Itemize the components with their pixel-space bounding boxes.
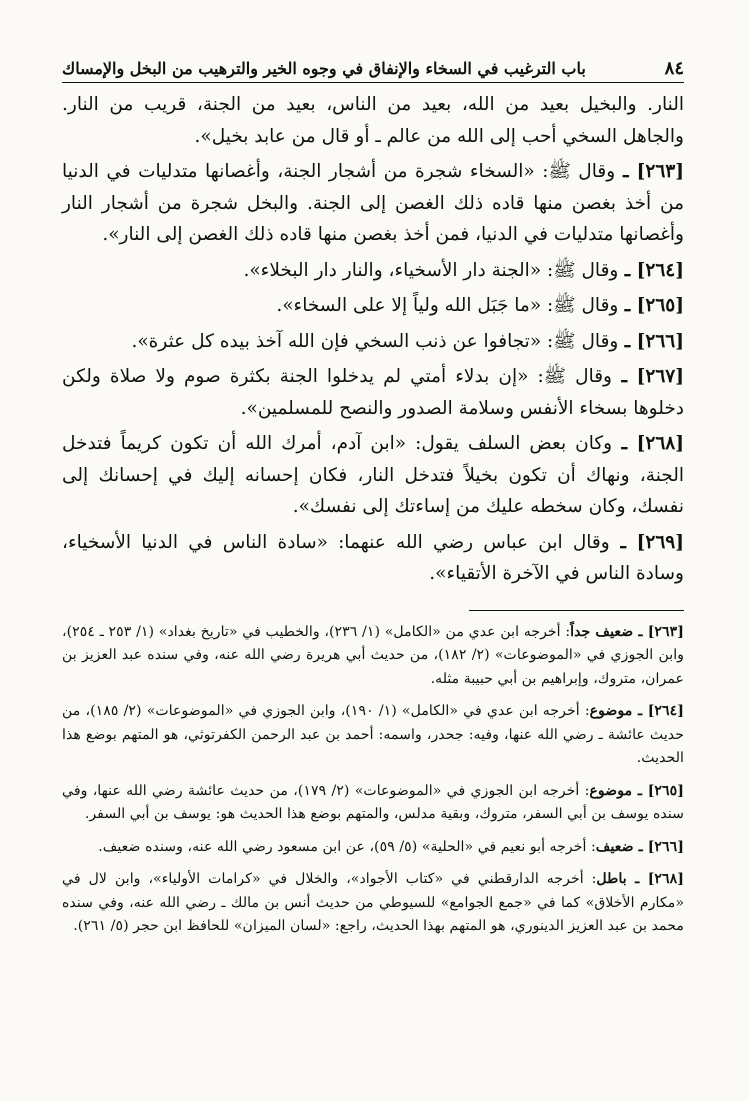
hadith-paragraph: [٢٦٩] ـ وقال ابن عباس رضي الله عنهما: «سادة الناس في الدنيا الأسخياء، وسادة الناس في الآخرة الأتقياء». bbox=[62, 531, 684, 584]
paragraph-text: وكان بعض السلف يقول: «ابن آدم، أمرك الله أن تكون كريماً فتدخل الجنة، ونهاك أن تكون بخيلاً فتدخل النار، فكان إحسانه إليك في إحسانك إلى نفسك، وكان سخطه عليك من إساءتك إلى نفسك». bbox=[62, 433, 684, 517]
footnote-grade: ضعيف جداً bbox=[570, 623, 634, 640]
paragraph-text: النار. والبخيل بعيد من الله، بعيد من الناس، بعيد من الجنة، قريب من النار. والجاهل السخي أحب إلى الله من عالم ـ أو قال من عابد بخيل». bbox=[62, 94, 684, 147]
footnote-text: أخرجه الدارقطني في «كتاب الأجواد»، والخلال في «كرامات الأولياء»، وابن لال في «مكارم الأخلاق» كما في «جمع الجوامع» للسيوطي من حديث أنس بن مالك ـ رضي الله عنه، وفي سنده محمد بن عبد العزيز الدينوري، هو المتهم بهذا الحديث، راجع: «لسان الميزان» للحافظ ابن حجر (٥/ ٢٦١). bbox=[62, 871, 684, 934]
main-text bbox=[62, 89, 684, 590]
running-header bbox=[62, 58, 684, 83]
footnote: [٢٦٦] ـ ضعيف: أخرجه أبو نعيم في «الحلية» (٥/ ٥٩)، عن ابن مسعود رضي الله عنه، وسنده ضعيف. bbox=[98, 838, 684, 855]
footnote: [٢٦٣] ـ ضعيف جداً: أخرجه ابن عدي من «الكامل» (١/ ٢٣٦)، والخطيب في «تاريخ بغداد» (١/ ٢٥٣ ـ ٢٥٤)، وابن الجوزي في «الموضوعات» (٢/ ١٨٢)، من حديث أبي هريرة رضي الله عنه، وفي سنده عبد العزيز بن عمران، متروك، وإبراهيم بن أبي حبيبة مثله. bbox=[62, 623, 684, 687]
footnote-grade: موضوع bbox=[589, 703, 633, 719]
footnote: [٢٦٤] ـ موضوع: أخرجه ابن عدي في «الكامل» (١/ ١٩٠)، وابن الجوزي في «الموضوعات» (٢/ ١٨٥)، من حديث عائشة ـ رضي الله عنها، وفيه: جحدر، واسمه: أحمد بن عبد الرحمن الكفرتوثي، هو المتهم بوضع هذا الحديث. bbox=[62, 703, 684, 766]
footnote-grade: ضعيف bbox=[595, 838, 634, 855]
hadith-number: [٢٦٦] bbox=[636, 330, 684, 352]
page-number: ٨٤ bbox=[664, 58, 684, 79]
hadith-paragraph: [٢٦٦] ـ وقال ﷺ: «تجافوا عن ذنب السخي فإن الله آخذ بيده كل عثرة». bbox=[131, 330, 684, 352]
footnote-number: [٢٦٥] bbox=[647, 782, 684, 799]
footnotes bbox=[62, 621, 684, 939]
paragraph-text: وقال ﷺ: «السخاء شجرة من أشجار الجنة، وأغصانها متدليات في الدنيا من أخذ بغصن منها قاده ذلك الغصن إلى الجنة. والبخل شجرة من أشجار النار وأغصانها متدليات في الدنيا، فمن أخذ بغصن منها قاده ذلك الغصن إلى النار». bbox=[62, 161, 684, 245]
footnote: [٢٦٥] ـ موضوع: أخرجه ابن الجوزي في «الموضوعات» (٢/ ١٧٩)، من حديث عائشة رضي الله عنها، وفي سنده يوسف بن أبي السفر، متروك، وبقية مدلس، والمتهم بوضع هذا الحديث هو: يوسف بن أبي السفر. bbox=[62, 782, 684, 822]
hadith-number: [٢٦٥] bbox=[636, 295, 684, 316]
hadith-number: [٢٦٣] bbox=[636, 161, 684, 182]
footnote-text: أخرجه ابن الجوزي في «الموضوعات» (٢/ ١٧٩)، من حديث عائشة رضي الله عنها، وفي سنده يوسف بن أبي السفر، متروك، وبقية مدلس، والمتهم بوضع هذا الحديث هو: يوسف بن أبي السفر. bbox=[62, 782, 684, 822]
hadith-number: [٢٦٩] bbox=[636, 531, 684, 553]
footnote-number: [٢٦٨] bbox=[647, 871, 684, 887]
paragraph-text: وقال ﷺ: «ما جَبَل الله ولياً إلا على السخاء». bbox=[276, 295, 619, 316]
hadith-number: [٢٦٧] bbox=[636, 366, 684, 387]
footnote-text: أخرجه ابن عدي في «الكامل» (١/ ١٩٠)، وابن الجوزي في «الموضوعات» (٢/ ١٨٥)، من حديث عائشة ـ رضي الله عنها، وفيه: جحدر، واسمه: أحمد بن عبد الرحمن الكفرتوثي، هو المتهم بوضع هذا الحديث. bbox=[62, 703, 684, 766]
hadith-paragraph: [٢٦٥] ـ وقال ﷺ: «ما جَبَل الله ولياً إلا على السخاء». bbox=[276, 295, 684, 316]
paragraph-text: وقال ﷺ: «الجنة دار الأسخياء، والنار دار البخلاء». bbox=[243, 259, 619, 281]
footnote-number: [٢٦٣] bbox=[647, 623, 684, 640]
footnote-grade: موضوع bbox=[589, 782, 633, 799]
hadith-paragraph: [٢٦٨] ـ وكان بعض السلف يقول: «ابن آدم، أمرك الله أن تكون كريماً فتدخل الجنة، ونهاك أن تكون بخيلاً فتدخل النار، فكان إحسانه إليك في إحسانك إلى نفسك، وكان سخطه عليك من إساءتك إلى نفسك». bbox=[62, 433, 684, 517]
footnote: [٢٦٨] ـ باطل: أخرجه الدارقطني في «كتاب الأجواد»، والخلال في «كرامات الأولياء»، وابن لال في «مكارم الأخلاق» كما في «جمع الجوامع» للسيوطي من حديث أنس بن مالك ـ رضي الله عنه، وفي سنده محمد بن عبد العزيز الدينوري، هو المتهم بهذا الحديث، راجع: «لسان الميزان» للحافظ ابن حجر (٥/ ٢٦١). bbox=[62, 871, 684, 934]
hadith-number: [٢٦٨] bbox=[636, 433, 684, 454]
footnote-text: أخرجه أبو نعيم في «الحلية» (٥/ ٥٩)، عن ابن مسعود رضي الله عنه، وسنده ضعيف. bbox=[98, 838, 587, 855]
paragraph-text: وقال ابن عباس رضي الله عنهما: «سادة الناس في الدنيا الأسخياء، وسادة الناس في الآخرة الأتقياء». bbox=[62, 531, 684, 584]
paragraph-continuation bbox=[62, 89, 684, 152]
book-page bbox=[62, 58, 684, 948]
footnote-divider bbox=[469, 610, 684, 611]
footnote-grade: باطل bbox=[596, 871, 627, 887]
hadith-paragraph: [٢٦٤] ـ وقال ﷺ: «الجنة دار الأسخياء، والنار دار البخلاء». bbox=[243, 259, 684, 281]
paragraph-text: وقال ﷺ: «تجافوا عن ذنب السخي فإن الله آخذ بيده كل عثرة». bbox=[131, 330, 619, 352]
chapter-title: باب الترغيب في السخاء والإنفاق في وجوه الخير والترهيب من البخل والإمساك bbox=[62, 59, 586, 78]
footnote-text: أخرجه ابن عدي من «الكامل» (١/ ٢٣٦)، والخطيب في «تاريخ بغداد» (١/ ٢٥٣ ـ ٢٥٤)، وابن الجوزي في «الموضوعات» (٢/ ١٨٢)، من حديث أبي هريرة رضي الله عنه، وفي سنده عبد العزيز بن عمران، متروك، وإبراهيم بن أبي حبيبة مثله. bbox=[62, 623, 684, 687]
paragraph-text: وقال ﷺ: «إن بدلاء أمتي لم يدخلوا الجنة بكثرة صوم ولا صلاة ولكن دخلوها بسخاء الأنفس وسلامة الصدور والنصح للمسلمين». bbox=[62, 366, 684, 419]
footnote-number: [٢٦٦] bbox=[647, 838, 684, 855]
hadith-paragraph: [٢٦٧] ـ وقال ﷺ: «إن بدلاء أمتي لم يدخلوا الجنة بكثرة صوم ولا صلاة ولكن دخلوها بسخاء الأنفس وسلامة الصدور والنصح للمسلمين». bbox=[62, 366, 684, 419]
footnote-number: [٢٦٤] bbox=[647, 703, 684, 719]
hadith-number: [٢٦٤] bbox=[636, 259, 684, 281]
hadith-paragraph: [٢٦٣] ـ وقال ﷺ: «السخاء شجرة من أشجار الجنة، وأغصانها متدليات في الدنيا من أخذ بغصن منها قاده ذلك الغصن إلى الجنة. والبخل شجرة من أشجار النار وأغصانها متدليات في الدنيا، فمن أخذ بغصن منها قاده ذلك الغصن إلى النار». bbox=[62, 161, 684, 245]
